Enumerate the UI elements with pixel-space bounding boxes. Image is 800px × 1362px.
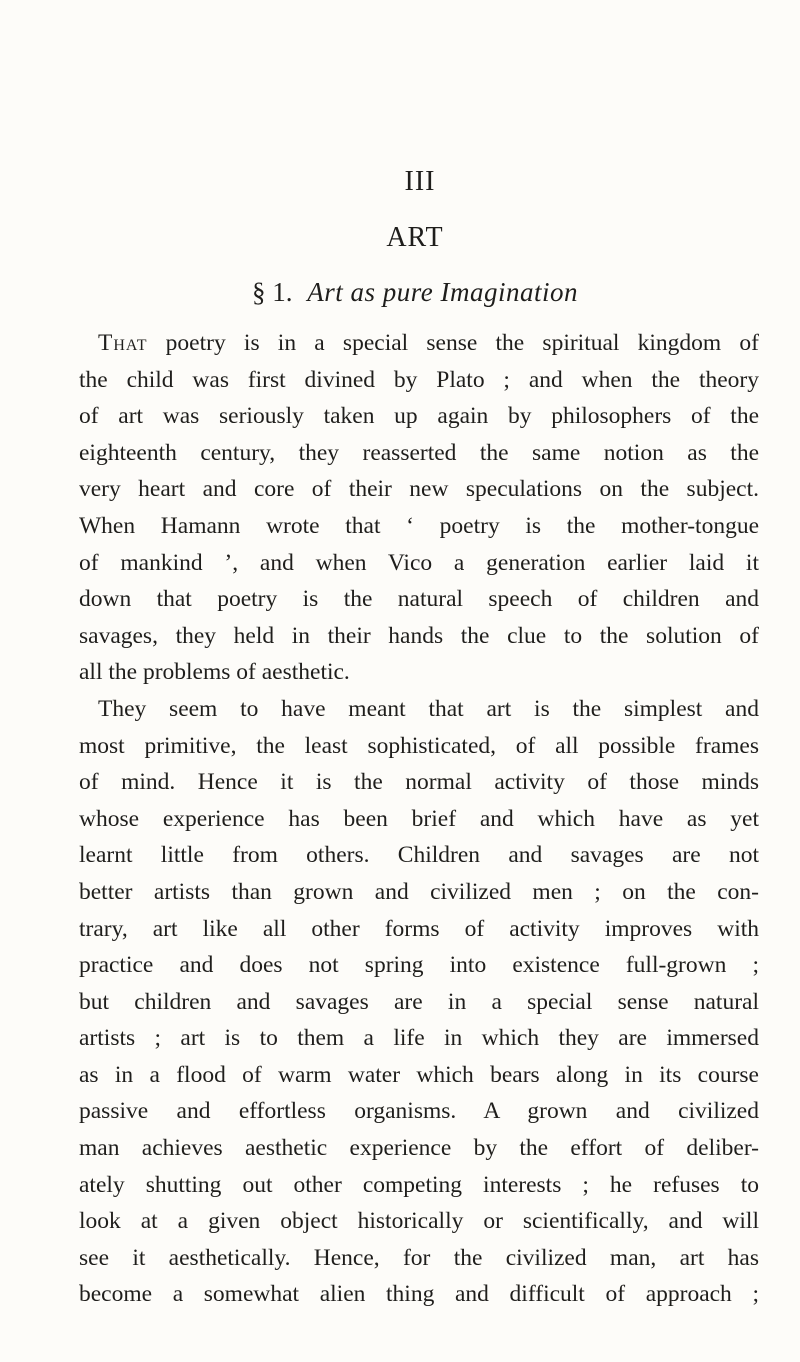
paragraph-1-line: all the problems of aesthetic. bbox=[79, 659, 350, 686]
paragraph-2-line: practice and does not spring into existence full-grown ; bbox=[79, 952, 759, 979]
paragraph-2-line: see it aesthetically. Hence, for the civilized man, art has bbox=[79, 1244, 759, 1271]
chapter-title: ART bbox=[386, 222, 444, 253]
paragraph-2-line: trary, art like all other forms of activity improves with bbox=[79, 915, 759, 942]
paragraph-1-line: the child was first divined by Plato ; and when the theory bbox=[79, 366, 759, 393]
body-text bbox=[79, 325, 759, 1313]
paragraph-2-line: most primitive, the least sophisticated, of all possible frames bbox=[79, 732, 759, 759]
paragraph-1-line: very heart and core of their new speculations on the subject. bbox=[79, 476, 759, 503]
paragraph-1-line: eighteenth century, they reasserted the same notion as the bbox=[79, 439, 759, 466]
paragraph-1-line: of mankind ’, and when Vico a generation earlier laid it bbox=[79, 549, 759, 576]
paragraph-1-line: of art was seriously taken up again by philosophers of the bbox=[79, 403, 759, 430]
paragraph-1-line: That poetry is in a special sense the spiritual kingdom of bbox=[98, 330, 759, 356]
paragraph-1-line: down that poetry is the natural speech of children and bbox=[79, 586, 759, 613]
paragraph-2-line: artists ; art is to them a life in which they are immersed bbox=[79, 1025, 759, 1052]
paragraph-1-line: savages, they held in their hands the clue to the solution of bbox=[79, 622, 759, 649]
paragraph-1-line: When Hamann wrote that ‘ poetry is the mother-tongue bbox=[79, 512, 759, 539]
paragraph-2-line: of mind. Hence it is the normal activity of those minds bbox=[79, 769, 759, 796]
paragraph-2-line: passive and effortless organisms. A grown and civilized bbox=[79, 1098, 759, 1125]
paragraph-2-line: man achieves aesthetic experience by the effort of deliber- bbox=[79, 1135, 759, 1162]
paragraph-2-line: look at a given object historically or scientifically, and will bbox=[79, 1208, 759, 1235]
section-heading bbox=[0, 277, 800, 308]
section-title: Art as pure Imagination bbox=[307, 277, 578, 307]
chapter-number: III bbox=[404, 166, 436, 197]
paragraph-2-line: become a somewhat alien thing and difficult of approach ; bbox=[79, 1281, 759, 1308]
paragraph-2-line: as in a flood of warm water which bears along in its course bbox=[79, 1061, 759, 1088]
section-number: 1. bbox=[272, 277, 293, 307]
paragraph-2-line: whose experience has been brief and which have as yet bbox=[79, 805, 759, 832]
paragraph-2-line: ately shutting out other competing interests ; he refuses to bbox=[79, 1171, 759, 1198]
lead-word: That bbox=[98, 330, 148, 356]
paragraph-2-line: better artists than grown and civilized men ; on the con- bbox=[79, 878, 759, 905]
paragraph-2-line: They seem to have meant that art is the simplest and bbox=[98, 695, 759, 722]
paragraph-2-line: but children and savages are in a special sense natural bbox=[79, 988, 759, 1015]
section-mark: § bbox=[252, 277, 266, 307]
paragraph-2-line: learnt little from others. Children and savages are not bbox=[79, 842, 759, 869]
